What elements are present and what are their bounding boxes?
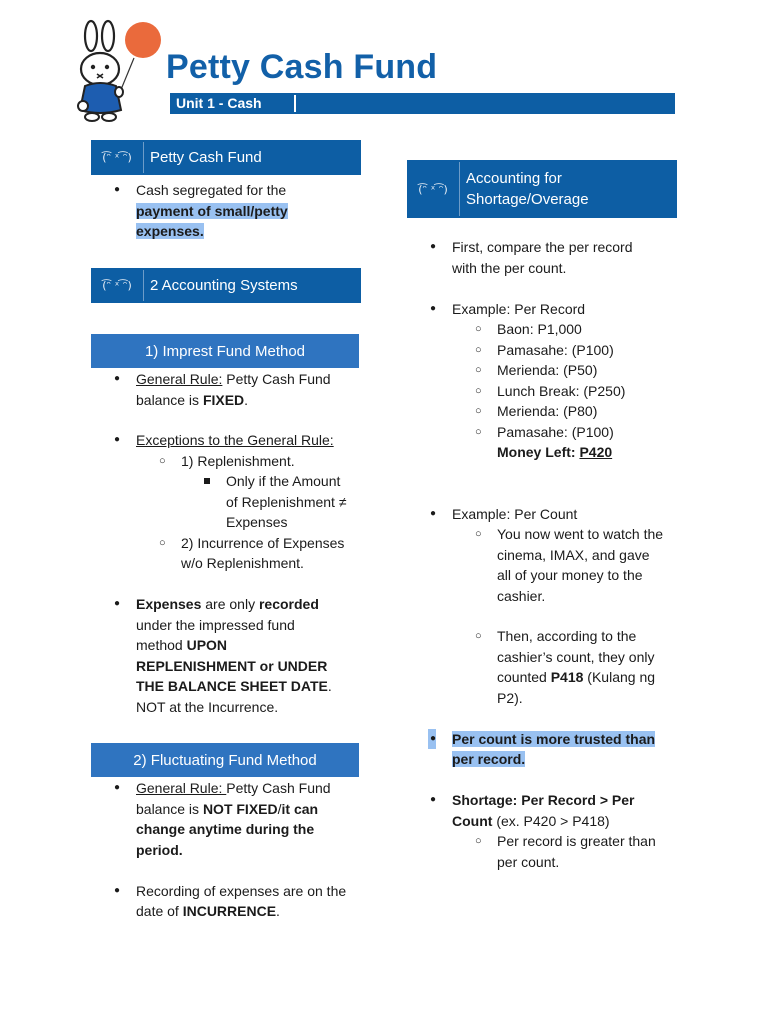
bullet-dot: ● [114, 373, 121, 384]
section-header-divider [143, 270, 144, 301]
sub-bullet-text: P2). [497, 689, 523, 706]
bullet-dot: ● [430, 794, 437, 805]
money-left: Money Left: P420 [497, 444, 613, 460]
bullet-text: expenses. [136, 223, 204, 239]
kaomoji-face-icon: (͡ᵔ ˣ ͡ᵔ) [418, 182, 448, 196]
record-item: Lunch Break: (P250) [497, 382, 626, 399]
section-header-divider [143, 142, 144, 173]
kaomoji-face-icon: (͡ᵔ ˣ ͡ᵔ) [102, 151, 132, 164]
section-header-accounting-systems [91, 268, 361, 303]
bullet-text: Shortage: Per Record > Per [452, 792, 635, 808]
sub-bullet: ○ [475, 364, 482, 376]
bullet-dot: ● [430, 241, 437, 252]
bullet-text: THE BALANCE SHEET DATE. [136, 678, 332, 694]
section-title: Petty Cash Fund [150, 149, 262, 166]
bullet-text: under the impressed fund [136, 616, 295, 633]
bullet-text: Exceptions to the General Rule: [136, 432, 334, 448]
record-item: Baon: P1,000 [497, 321, 582, 337]
bullet-text: General Rule: Petty Cash Fund [136, 780, 331, 796]
kaomoji-face-icon: (͡ᵔ ˣ ͡ᵔ) [102, 279, 132, 292]
unit-label: Unit 1 - Cash [176, 95, 262, 111]
bullet-text: Example: Per Count [452, 505, 578, 522]
bullet-text: balance is FIXED. [136, 391, 249, 408]
record-item: Merienda: (P80) [497, 403, 598, 419]
bullet-dot: ● [430, 732, 437, 744]
sub-bullet-text: cinema, IMAX, and gave [497, 546, 650, 563]
sub-sub-bullet-text: Only if the Amount [226, 473, 341, 489]
bullet-text: Count (ex. P420 > P418) [452, 812, 610, 829]
sub-bullet: ○ [475, 323, 482, 335]
bullet-text: First, compare the per record [452, 239, 633, 255]
section-header-divider [459, 162, 460, 216]
sub-bullet-text: You now went to watch the [497, 526, 664, 542]
bullet-text: Per count is more trusted than [452, 730, 656, 747]
sub-bullet: ○ [475, 425, 482, 438]
sub-bullet: ○ [475, 343, 482, 356]
section-title: 2 Accounting Systems [150, 277, 298, 294]
sub-bullet: ○ [475, 384, 482, 397]
bullet-text: with the per count. [452, 259, 567, 276]
bullet-text: Expenses are only recorded [136, 596, 319, 612]
bullet-text: REPLENISHMENT or UNDER [136, 657, 328, 674]
record-item: Pamasahe: (P100) [497, 423, 614, 440]
bullet-text: NOT at the Incurrence. [136, 698, 279, 715]
bullet-dot: ● [430, 302, 437, 314]
bullet-dot: ● [430, 507, 437, 519]
sub-bullet-text: 1) Replenishment. [181, 452, 295, 469]
bullet-text: Recording of expenses are on the [136, 882, 347, 899]
bullet-text: General Rule: Petty Cash Fund [136, 371, 331, 387]
sub-bullet-text: w/o Replenishment. [181, 555, 304, 571]
sub-sub-bullet-text: Expenses [226, 514, 288, 530]
sub-bullet-text: cashier’s count, they only [497, 648, 655, 665]
bullet-dot: ● [114, 782, 121, 793]
sub-bullet-text: 2) Incurrence of Expenses [181, 534, 345, 551]
bullet-text: date of INCURRENCE. [136, 903, 280, 919]
record-item: Pamasahe: (P100) [497, 341, 614, 358]
sub-bullet: ○ [159, 536, 166, 549]
bullet-dot: ● [114, 884, 121, 896]
bunny-with-balloon-icon [76, 14, 168, 124]
sub-bullet: ○ [475, 528, 482, 540]
sub-bullet-text: counted P418 (Kulang ng [497, 669, 656, 685]
unit-bar-divider [294, 95, 296, 112]
sub-bullet: ○ [475, 405, 482, 417]
bullet-text: method UPON [136, 637, 228, 653]
sub-bullet: ○ [475, 835, 482, 847]
sub-bullet-text: Per record is greater than [497, 833, 656, 849]
bullet-text: payment of small/petty [136, 202, 288, 219]
section-title: Accounting for Shortage/Overage [466, 170, 589, 208]
bullet-text: balance is NOT FIXED/it can [136, 800, 319, 817]
bullet-text: change anytime during the [136, 821, 315, 837]
sub-sub-bullet-text: of Replenishment ≠ [226, 493, 347, 510]
bullet-text: period. [136, 841, 183, 858]
bullet-text: Example: Per Record [452, 300, 586, 317]
record-item: Merienda: (P50) [497, 362, 598, 378]
section-header-shortage-overage [407, 160, 677, 218]
bullet-dot: ● [114, 434, 121, 445]
sub-bullet: ○ [159, 454, 166, 467]
method-bar-imprest: 1) Imprest Fund Method [91, 334, 359, 368]
sub-bullet-text: per count. [497, 853, 560, 870]
sub-bullet-text: cashier. [497, 587, 546, 604]
page-title: Petty Cash Fund [166, 48, 438, 86]
sub-bullet: ○ [475, 630, 482, 642]
bullet-text: Cash segregated for the [136, 182, 287, 198]
bullet-text: per record. [452, 751, 526, 767]
sub-bullet-text: Then, according to the [497, 628, 637, 644]
square-bullet [204, 478, 210, 484]
bullet-dot: ● [114, 184, 121, 195]
section-header-petty-cash-fund [91, 140, 361, 175]
bullet-dot: ● [114, 598, 121, 609]
sub-bullet-text: all of your money to the [497, 567, 643, 583]
method-bar-fluctuating: 2) Fluctuating Fund Method [91, 743, 359, 777]
